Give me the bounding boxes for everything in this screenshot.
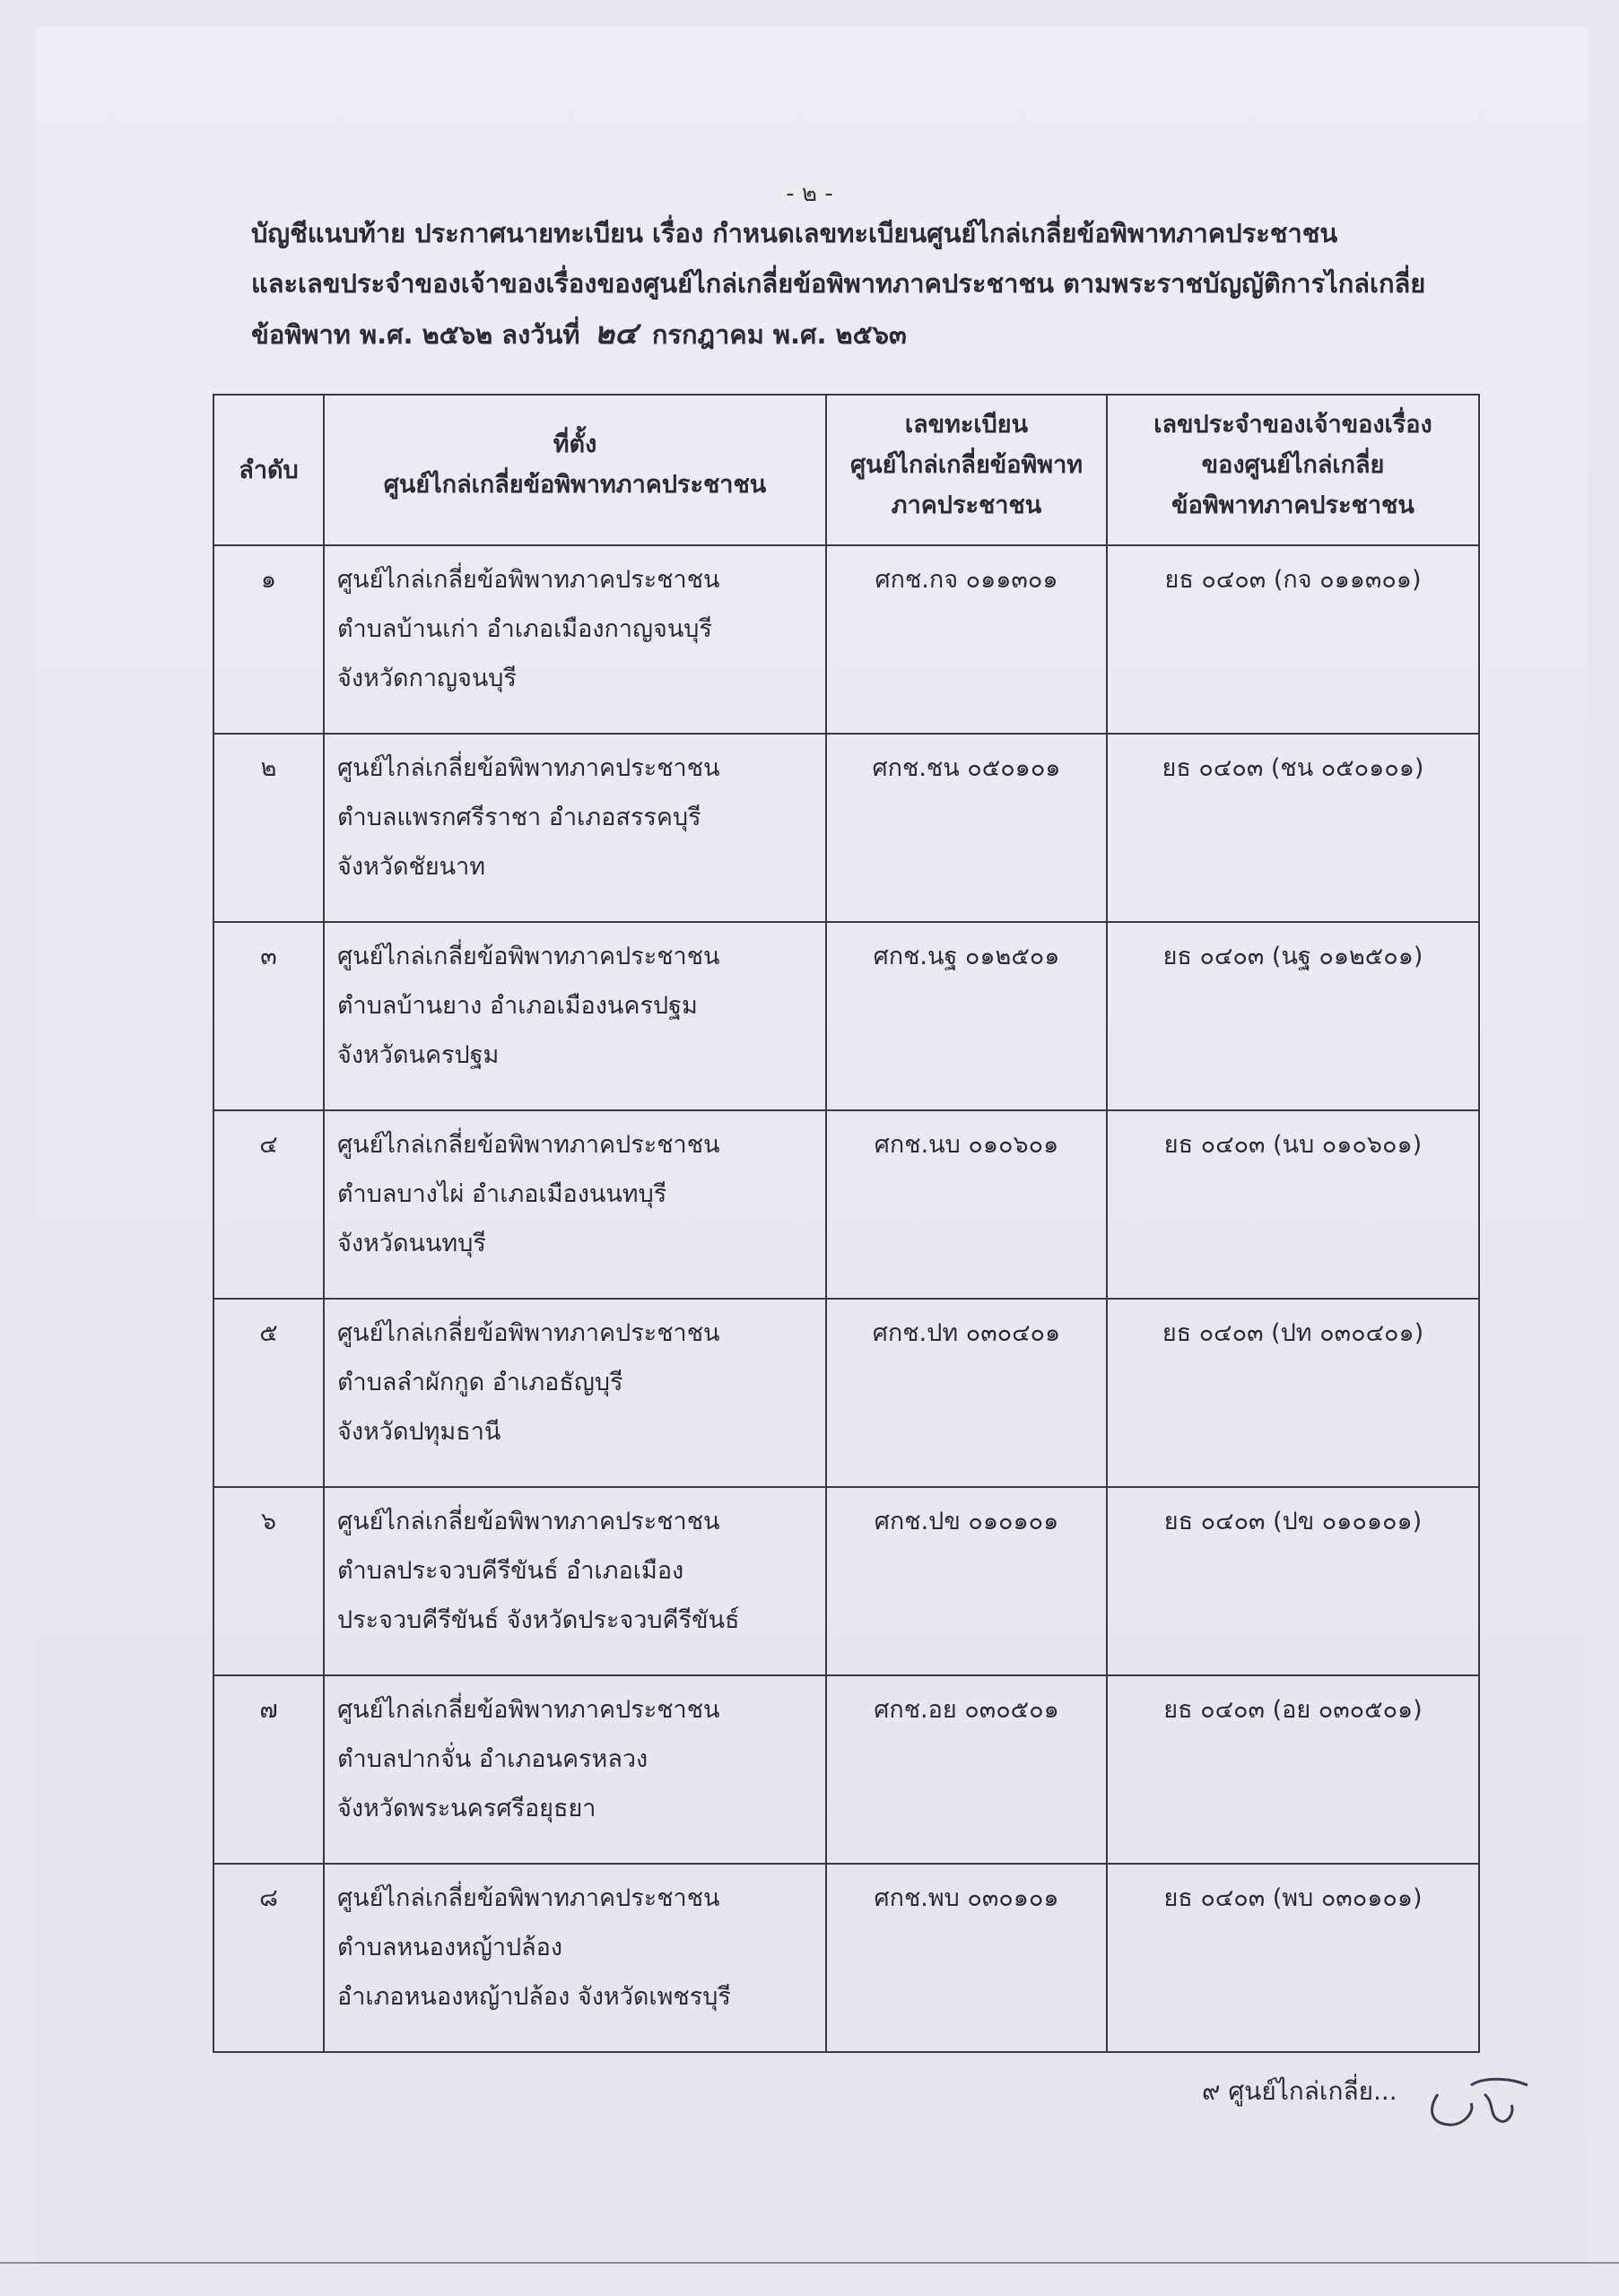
location-line-2: ตำบลหนองหญ้าปล้อง — [337, 1934, 563, 1961]
table-row — [213, 1299, 1479, 1487]
header-office-line2: ของศูนย์ไกล่เกลี่ย — [1201, 451, 1385, 479]
location-line-2: ตำบลบ้านเก่า อำเภอเมืองกาญจนบุรี — [337, 615, 712, 643]
row-seq: ๘ — [213, 1864, 324, 2052]
table-row — [213, 1864, 1479, 2052]
header-office-line1: เลขประจำของเจ้าของเรื่อง — [1153, 411, 1432, 439]
location-line-2: ตำบลบางไผ่ อำเภอเมืองนนทบุรี — [337, 1180, 667, 1208]
location-line-1: ศูนย์ไกล่เกลี่ยข้อพิพาทภาคประชาชน — [337, 1319, 720, 1347]
location-line-2: ตำบลปากจั่น อำเภอนครหลวง — [337, 1745, 648, 1773]
table-row — [213, 1487, 1479, 1675]
document-heading — [251, 208, 1462, 360]
header-seq-label: ลำดับ — [239, 456, 299, 484]
row-seq: ๖ — [213, 1487, 324, 1675]
table-row — [213, 1110, 1479, 1299]
row-office-number: ยธ ๐๔๐๓ (ปข ๐๑๐๑๐๑) — [1107, 1487, 1479, 1675]
table-header-row — [213, 395, 1479, 545]
header-location-line1: ที่ตั้ง — [553, 430, 597, 458]
location-line-3: จังหวัดปทุมธานี — [337, 1418, 501, 1446]
row-registration-number: ศกช.ปข ๐๑๐๑๐๑ — [826, 1487, 1107, 1675]
row-office-number: ยธ ๐๔๐๓ (ชน ๐๕๐๑๐๑) — [1107, 734, 1479, 922]
location-line-2: ตำบลแพรกศรีราชา อำเภอสรรคบุรี — [337, 804, 701, 831]
row-seq: ๓ — [213, 922, 324, 1110]
row-location — [324, 545, 826, 734]
row-seq: ๑ — [213, 545, 324, 734]
location-line-3: จังหวัดพระนครศรีอยุธยา — [337, 1795, 596, 1822]
header-reg-line2: ศูนย์ไกล่เกลี่ยข้อพิพาท — [849, 451, 1084, 479]
row-location — [324, 922, 826, 1110]
row-office-number: ยธ ๐๔๐๓ (อย ๐๓๐๕๐๑) — [1107, 1675, 1479, 1864]
location-line-3: อำเภอหนองหญ้าปล้อง จังหวัดเพชรบุรี — [337, 1983, 731, 2011]
row-location — [324, 1487, 826, 1675]
table-row — [213, 1675, 1479, 1864]
header-reg-line3: ภาคประชาชน — [891, 491, 1042, 519]
table-row — [213, 922, 1479, 1110]
row-office-number: ยธ ๐๔๐๓ (พบ ๐๓๐๑๐๑) — [1107, 1864, 1479, 2052]
handwritten-day: ๒๔ — [594, 316, 638, 352]
header-seq — [213, 395, 324, 545]
row-seq: ๔ — [213, 1110, 324, 1299]
location-line-3: จังหวัดนครปฐม — [337, 1041, 500, 1069]
location-line-1: ศูนย์ไกล่เกลี่ยข้อพิพาทภาคประชาชน — [337, 1508, 720, 1535]
registration-table — [213, 394, 1480, 2053]
location-line-3: ประจวบคีรีขันธ์ จังหวัดประจวบคีรีขันธ์ — [337, 1606, 740, 1634]
table-row — [213, 545, 1479, 734]
location-line-1: ศูนย์ไกล่เกลี่ยข้อพิพาทภาคประชาชน — [337, 943, 720, 970]
row-location — [324, 734, 826, 922]
page-number: - ๒ - — [786, 180, 833, 207]
signature-mark — [1422, 2067, 1538, 2139]
header-location — [324, 395, 826, 545]
continuation-note: ๙ ศูนย์ไกล่เกลี่ย... — [1202, 2076, 1397, 2106]
header-registration-number — [826, 395, 1107, 545]
row-office-number: ยธ ๐๔๐๓ (ปท ๐๓๐๔๐๑) — [1107, 1299, 1479, 1487]
row-registration-number: ศกช.อย ๐๓๐๕๐๑ — [826, 1675, 1107, 1864]
row-seq: ๗ — [213, 1675, 324, 1864]
header-location-line2: ศูนย์ไกล่เกลี่ยข้อพิพาทภาคประชาชน — [383, 471, 767, 499]
location-line-1: ศูนย์ไกล่เกลี่ยข้อพิพาทภาคประชาชน — [337, 754, 720, 782]
location-line-3: จังหวัดชัยนาท — [337, 853, 486, 881]
header-office-number — [1107, 395, 1479, 545]
heading-line-3 — [251, 309, 1462, 360]
location-line-2: ตำบลประจวบคีรีขันธ์ อำเภอเมือง — [337, 1557, 684, 1585]
location-line-2: ตำบลบ้านยาง อำเภอเมืองนครปฐม — [337, 992, 698, 1020]
row-seq: ๕ — [213, 1299, 324, 1487]
row-registration-number: ศกช.นบ ๐๑๐๖๐๑ — [826, 1110, 1107, 1299]
location-line-2: ตำบลลำผักกูด อำเภอธัญบุรี — [337, 1369, 623, 1396]
header-reg-line1: เลขทะเบียน — [904, 411, 1029, 439]
location-line-3: จังหวัดนนทบุรี — [337, 1230, 486, 1257]
row-office-number: ยธ ๐๔๐๓ (นฐ ๐๑๒๕๐๑) — [1107, 922, 1479, 1110]
location-line-3: จังหวัดกาญจนบุรี — [337, 665, 517, 692]
row-registration-number: ศกช.นฐ ๐๑๒๕๐๑ — [826, 922, 1107, 1110]
row-registration-number: ศกช.ชน ๐๕๐๑๐๑ — [826, 734, 1107, 922]
header-office-line3: ข้อพิพาทภาคประชาชน — [1171, 491, 1414, 519]
scan-edge-line — [0, 2262, 1619, 2264]
heading-date-prefix: ข้อพิพาท พ.ศ. ๒๕๖๒ ลงวันที่ — [251, 319, 580, 350]
table-row — [213, 734, 1479, 922]
row-location — [324, 1864, 826, 2052]
row-office-number: ยธ ๐๔๐๓ (นบ ๐๑๐๖๐๑) — [1107, 1110, 1479, 1299]
row-location — [324, 1675, 826, 1864]
location-line-1: ศูนย์ไกล่เกลี่ยข้อพิพาทภาคประชาชน — [337, 1884, 720, 1912]
location-line-1: ศูนย์ไกล่เกลี่ยข้อพิพาทภาคประชาชน — [337, 566, 720, 594]
row-seq: ๒ — [213, 734, 324, 922]
table-body — [213, 545, 1479, 2052]
row-registration-number: ศกช.พบ ๐๓๐๑๐๑ — [826, 1864, 1107, 2052]
location-line-1: ศูนย์ไกล่เกลี่ยข้อพิพาทภาคประชาชน — [337, 1131, 720, 1159]
row-location — [324, 1110, 826, 1299]
row-registration-number: ศกช.กจ ๐๑๑๓๐๑ — [826, 545, 1107, 734]
location-line-1: ศูนย์ไกล่เกลี่ยข้อพิพาทภาคประชาชน — [337, 1696, 720, 1724]
row-registration-number: ศกช.ปท ๐๓๐๔๐๑ — [826, 1299, 1107, 1487]
row-location — [324, 1299, 826, 1487]
heading-date-suffix: กรกฎาคม พ.ศ. ๒๕๖๓ — [651, 319, 907, 350]
heading-line-2: และเลขประจำของเจ้าของเรื่องของศูนย์ไกล่เกลี่ยข้อพิพาทภาคประชาชน ตามพระราชบัญญัติการไกล่เกลี่ย — [251, 268, 1426, 299]
row-office-number: ยธ ๐๔๐๓ (กจ ๐๑๑๓๐๑) — [1107, 545, 1479, 734]
heading-line-1: บัญชีแนบท้าย ประกาศนายทะเบียน เรื่อง กำหนดเลขทะเบียนศูนย์ไกล่เกลี่ยข้อพิพาทภาคประชาชน — [251, 218, 1338, 248]
